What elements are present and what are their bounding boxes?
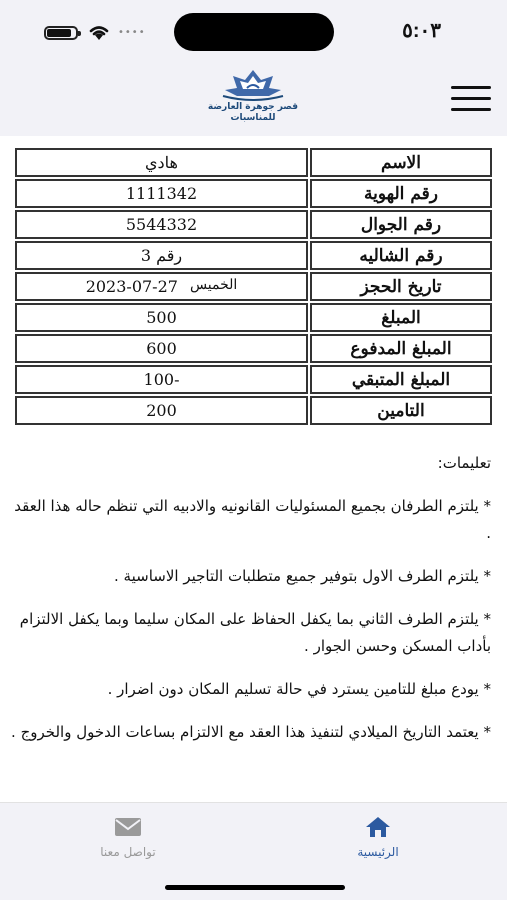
bottom-tab-bar: [0, 802, 507, 900]
tab-contact-label: تواصل معنا: [100, 845, 156, 859]
table-row: [15, 365, 492, 394]
table-row: [15, 179, 492, 208]
status-time: ٥:٠٣: [402, 20, 441, 42]
id-number-label: رقم الهوية: [310, 179, 492, 208]
mobile-value: 5544332: [15, 210, 308, 239]
mobile-label: رقم الجوال: [310, 210, 492, 239]
dynamic-island: [174, 13, 334, 51]
mail-icon: [114, 815, 142, 839]
table-row: [15, 148, 492, 177]
deposit-label: التامين: [310, 396, 492, 425]
instructions-title: تعليمات:: [437, 454, 491, 472]
booking-date-label: تاريخ الحجز: [310, 272, 492, 301]
tab-home-label: الرئيسية: [357, 845, 399, 859]
wifi-icon: [88, 22, 110, 42]
paid-amount-label: المبلغ المدفوع: [310, 334, 492, 363]
hamburger-menu-button[interactable]: [451, 86, 491, 112]
home-indicator[interactable]: [165, 885, 345, 890]
table-row: [15, 210, 492, 239]
instructions-section: [11, 450, 491, 762]
instruction-item: * يلتزم الطرف الثاني بما يكفل الحفاظ على المكان سليما وبما يكفل الالتزام بأداب المسكن وحسن الجوار .: [19, 610, 491, 655]
instruction-item: * يلتزم الطرفان بجميع المسئوليات القانونيه والادبيه التي تنظم حاله هذا العقد .: [14, 497, 491, 542]
logo-text-line1: قصر جوهرة العارضة: [207, 102, 299, 112]
logo-text-line2: للمناسبات: [230, 113, 276, 123]
booking-date: 2023-07-27: [85, 277, 178, 296]
paid-amount-value: 600: [15, 334, 308, 363]
table-row: [15, 396, 492, 425]
menu-bar-icon: [451, 108, 491, 111]
menu-bar-icon: [451, 86, 491, 89]
menu-bar-icon: [451, 97, 491, 100]
name-value: هادي: [15, 148, 308, 177]
deposit-value: 200: [15, 396, 308, 425]
amount-label: المبلغ: [310, 303, 492, 332]
battery-icon: [44, 26, 78, 40]
remaining-amount-label: المبلغ المتبقي: [310, 365, 492, 394]
brand-logo: [203, 66, 303, 132]
table-row: [15, 272, 492, 301]
table-row: [15, 334, 492, 363]
instruction-item: * يعتمد التاريخ الميلادي لتنفيذ هذا العقد مع الالتزام بساعات الدخول والخروج .: [11, 723, 491, 741]
tab-home[interactable]: [318, 811, 438, 861]
booking-day: الخميس: [189, 277, 238, 293]
table-row: [15, 303, 492, 332]
app-header: [0, 62, 507, 136]
chalet-number-value: رقم 3: [15, 241, 308, 270]
table-row: [15, 241, 492, 270]
logo-emblem-icon: [203, 66, 303, 106]
name-label: الاسم: [310, 148, 492, 177]
signal-dots-icon: ••••: [118, 27, 146, 38]
tab-contact-us[interactable]: [68, 811, 188, 861]
home-icon: [364, 815, 392, 839]
instruction-item: * يلتزم الطرف الاول بتوفير جميع متطلبات التاجير الاساسية .: [114, 567, 491, 585]
instruction-item: * يودع مبلغ للتامين يسترد في حالة تسليم المكان دون اضرار .: [107, 680, 491, 698]
status-bar: [0, 0, 507, 62]
remaining-amount-value: -100: [15, 365, 308, 394]
amount-value: 500: [15, 303, 308, 332]
booking-details-table: [13, 146, 494, 427]
id-number-value: 1111342: [15, 179, 308, 208]
chalet-number-label: رقم الشاليه: [310, 241, 492, 270]
logo-text: [203, 102, 303, 124]
booking-date-value: [15, 272, 308, 301]
